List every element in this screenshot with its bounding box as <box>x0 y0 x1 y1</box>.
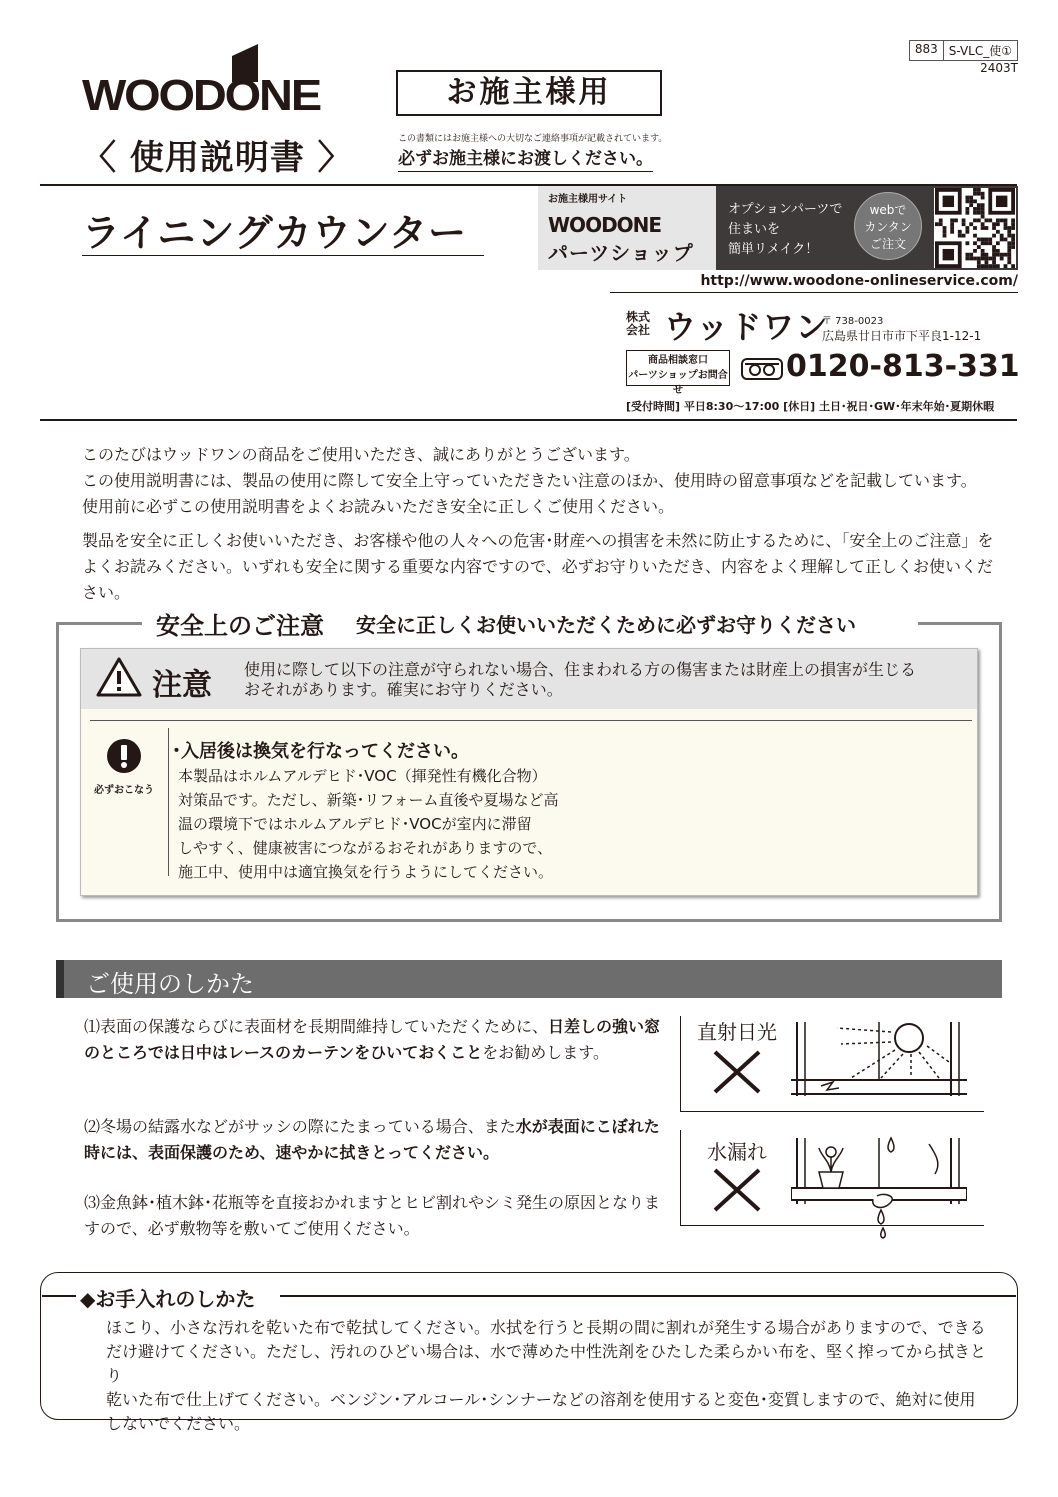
qr-module <box>996 222 1000 226</box>
qr-module <box>943 234 947 238</box>
warning-triangle-icon <box>96 656 142 698</box>
qr-module <box>977 264 981 268</box>
qr-module <box>977 238 981 242</box>
qr-module <box>992 264 996 268</box>
qr-module <box>965 199 969 203</box>
qr-module <box>969 196 973 200</box>
qr-module <box>973 192 977 196</box>
qr-module <box>981 257 985 261</box>
sunlight-illustration <box>680 1016 984 1112</box>
banner-site-label: お施主様用サイト <box>548 194 628 205</box>
qr-module <box>962 222 966 226</box>
qr-module <box>965 253 969 257</box>
product-title: ライニングカウンター <box>82 211 468 255</box>
qr-module <box>973 188 977 192</box>
product-title-underline <box>82 255 484 256</box>
logo-wordmark: WOODONE <box>82 71 321 116</box>
qr-module <box>1004 222 1008 226</box>
qr-module <box>1007 241 1011 245</box>
qr-module <box>988 264 992 268</box>
qr-module <box>1000 257 1004 261</box>
order-web-badge: webで カンタン ご注文 <box>854 192 922 260</box>
qr-module <box>954 218 958 222</box>
qr-module <box>973 249 977 253</box>
qr-module <box>981 241 985 245</box>
qr-module <box>985 218 989 222</box>
qr-module <box>1011 222 1015 226</box>
qr-module <box>1007 226 1011 230</box>
qr-module <box>988 238 992 242</box>
qr-module <box>977 257 981 261</box>
intro-text <box>82 442 1002 606</box>
phone-number[interactable]: 0120-813-331 <box>786 349 1020 384</box>
prohibited-x-icon <box>707 1164 767 1216</box>
qr-module <box>977 192 981 196</box>
intro-line: よくお読みください。いずれも安全に関する重要な内容ですので、必ずお守りいただき、内容をよく理解して正しくお使いください。 <box>82 557 994 602</box>
qr-module <box>943 226 947 230</box>
qr-module <box>981 192 985 196</box>
safety-subtitle: 安全に正しくお使いいただくために必ずお守りください <box>356 613 856 637</box>
company-rule <box>40 419 1017 421</box>
handover-note-small: この書類にはお施主様への大切なご連絡事項が記載されています。 <box>398 134 668 144</box>
qr-module <box>1007 234 1011 238</box>
company-name: ウッドワン <box>664 308 829 346</box>
doc-version: 2403T <box>980 61 1018 75</box>
qr-module <box>965 211 969 215</box>
qr-module <box>973 211 977 215</box>
qr-module <box>939 222 943 226</box>
qr-module <box>1011 264 1015 268</box>
water-leak-label: 水漏れ <box>707 1140 767 1164</box>
doc-code: 883 <box>914 42 938 56</box>
qr-module <box>935 222 939 226</box>
usage-item-2: ⑵冬場の結露水などがサッシの際にたまっている場合、また水が表面にこぼれた時には、表面保護のため、速やかに拭きとってください。 <box>84 1117 660 1162</box>
qr-module <box>939 218 943 222</box>
sunlit-window-icon <box>791 1018 967 1100</box>
qr-module <box>1011 241 1015 245</box>
qr-module <box>977 207 981 211</box>
qr-module <box>985 241 989 245</box>
qr-module <box>996 218 1000 222</box>
qr-module <box>1000 234 1004 238</box>
intro-line: 使用前に必ずこの使用説明書をよくお読みいただき安全に正しくご使用ください。 <box>82 497 675 516</box>
woodone-logo <box>82 42 322 116</box>
qr-module <box>992 222 996 226</box>
qr-module <box>973 241 977 245</box>
mandatory-label: 必ずおこなう <box>94 785 154 796</box>
handover-note: 必ずお施主様にお渡しください。 <box>398 144 653 172</box>
qr-module <box>1011 226 1015 230</box>
care-title: ◆お手入れのしかた <box>80 1287 256 1311</box>
document-type: 〈 使用説明書 〉 <box>82 138 353 178</box>
qr-module <box>1004 226 1008 230</box>
qr-module <box>1011 218 1015 222</box>
qr-module <box>973 207 977 211</box>
caution-divider <box>90 720 972 721</box>
company-zip: 〒 738-0023 <box>822 316 884 327</box>
qr-module <box>969 253 973 257</box>
banner-logo: WOODONE <box>548 213 662 237</box>
qr-module <box>969 222 973 226</box>
ventilation-body: 本製品はホルムアルデヒド･VOC（揮発性有機化合物） 対策品です。ただし、新築･リフォーム直後や夏場など高 温の環境下ではホルムアルデヒド･VOCが室内に滞留 しやすく、健康被害につながるおそれがありますので、 施工中、使用中は適宜換気を行うようにしてください。 <box>178 767 559 881</box>
qr-module <box>1004 264 1008 268</box>
intro-line: このたびはウッドワンの商品をご使用いただき、誠にありがとうございます。 <box>82 445 640 464</box>
qr-module <box>958 234 962 238</box>
caution-label: 注意 <box>152 668 212 703</box>
qr-module <box>1007 245 1011 249</box>
qr-module <box>985 257 989 261</box>
qr-module <box>981 203 985 207</box>
qr-module <box>985 253 989 257</box>
business-hours: [受付時間] 平日8:30～17:00 [休日] 土日･祝日･GW･年末年始･夏期休暇 <box>626 400 995 413</box>
qr-module <box>977 218 981 222</box>
qr-module <box>969 199 973 203</box>
qr-module <box>996 249 1000 253</box>
care-body: ほこり、小さな汚れを乾いた布で乾拭してください。水拭を行うと長期の間に割れが発生する場合がありますので、できる だけ避けてください。ただし、汚れのひどい場合は、水で薄めた中性洗剤をひたした柔らかい布を、堅く搾ってから拭きとり 乾いた布で仕上げてください。ベンジン･アルコール･シンナーなどの溶剤を使用すると変色･変質しますので、絶対に使用 しないでください。 <box>106 1318 987 1433</box>
qr-module <box>988 218 992 222</box>
for-owner-box: お施主様用 <box>396 70 662 116</box>
qr-module <box>965 226 969 230</box>
company-type: 株式 会社 <box>626 310 651 337</box>
qr-module <box>977 203 981 207</box>
qr-module <box>950 218 954 222</box>
qr-module <box>973 199 977 203</box>
qr-module <box>950 230 954 234</box>
caution-text: 使用に際して以下の注意が守られない場合、住まわれる方の傷害または財産上の損害が生じる おそれがあります。確実にお守りください。 <box>244 660 917 699</box>
qr-module <box>1000 218 1004 222</box>
qr-module <box>973 226 977 230</box>
prohibited-x-icon <box>707 1046 767 1098</box>
qr-module <box>977 211 981 215</box>
safety-title: 安全上のご注意 <box>156 612 324 640</box>
qr-module <box>985 260 989 264</box>
inquiry-desk-label: 商品相談窓口 パーツショップお問合せ <box>626 350 730 386</box>
intro-line: この使用説明書には、製品の使用に際して安全上守っていただきたい注意のほか、使用時の留意事項などを記載しています。 <box>82 471 977 490</box>
qr-module <box>1007 230 1011 234</box>
qr-module <box>965 207 969 211</box>
qr-module <box>992 253 996 257</box>
sunlight-label: 直射日光 <box>697 1020 777 1044</box>
qr-module <box>965 196 969 200</box>
qr-module <box>973 218 977 222</box>
usage-item-3: ⑶金魚鉢･植木鉢･花瓶等を直接おかれますとヒビ割れやシミ発生の原因となりますので、必ず敷物等を敷いてご使用ください。 <box>84 1193 661 1238</box>
url-rule <box>610 292 1018 293</box>
qr-module <box>977 188 981 192</box>
water-spill-icon <box>791 1134 967 1244</box>
qr-module <box>981 226 985 230</box>
qr-module <box>1011 245 1015 249</box>
qr-module <box>981 238 985 242</box>
company-address: 広島県廿日市市下平良1-12-1 <box>822 329 982 343</box>
qr-module <box>962 234 966 238</box>
qr-module <box>1004 238 1008 242</box>
mandatory-action-icon <box>106 738 142 774</box>
qr-module <box>1011 234 1015 238</box>
qr-module <box>996 230 1000 234</box>
qr-module <box>981 264 985 268</box>
qr-module <box>1004 218 1008 222</box>
usage-title: ご使用のしかた <box>86 970 254 998</box>
qr-module <box>981 211 985 215</box>
banner-shop-name: パーツショップ <box>548 241 694 265</box>
qr-module <box>958 230 962 234</box>
qr-module <box>985 264 989 268</box>
qr-module <box>943 230 947 234</box>
qr-module <box>992 234 996 238</box>
qr-module <box>981 222 985 226</box>
ventilation-title: ･入居後は換気を行なってください。 <box>172 741 469 762</box>
parts-shop-banner[interactable] <box>538 186 1018 270</box>
qr-module <box>1007 253 1011 257</box>
caution-vline <box>168 728 169 876</box>
qr-module <box>988 257 992 261</box>
qr-module <box>1000 238 1004 242</box>
qr-module <box>996 264 1000 268</box>
document-id <box>909 40 1018 75</box>
qr-module <box>977 260 981 264</box>
qr-module <box>962 218 966 222</box>
qr-module <box>1000 253 1004 257</box>
qr-module <box>1004 253 1008 257</box>
freedial-icon <box>741 357 783 381</box>
qr-module <box>992 249 996 253</box>
qr-module <box>985 238 989 242</box>
qr-module <box>965 230 969 234</box>
qr-module <box>1007 249 1011 253</box>
qr-module <box>981 249 985 253</box>
qr-module <box>965 241 969 245</box>
qr-module <box>977 245 981 249</box>
banner-catchcopy: オプションパーツで 住まいを 簡単リメイク！ <box>728 202 843 257</box>
qr-module <box>996 253 1000 257</box>
qr-module <box>973 257 977 261</box>
intro-line: 製品を安全に正しくお使いいただき、お客様や他の人々への危害･財産への損害を未然に防止するために、「安全上のご注意」を <box>82 531 994 550</box>
qr-module <box>969 257 973 261</box>
qr-module <box>965 257 969 261</box>
qr-module <box>969 203 973 207</box>
qr-module <box>981 207 985 211</box>
qr-module <box>1007 260 1011 264</box>
qr-module <box>996 241 1000 245</box>
qr-module <box>981 253 985 257</box>
qr-code[interactable] <box>932 186 1018 270</box>
qr-module <box>1007 257 1011 261</box>
qr-module <box>950 222 954 226</box>
qr-module <box>981 215 985 219</box>
qr-module <box>950 226 954 230</box>
usage-header-accent <box>56 960 64 998</box>
online-shop-url[interactable]: http://www.woodone-onlineservice.com/ <box>700 273 1018 289</box>
qr-module <box>1011 238 1015 242</box>
qr-module <box>992 226 996 230</box>
water-leak-illustration <box>680 1130 984 1226</box>
qr-module <box>985 226 989 230</box>
doc-model: S-VLC_使① <box>943 41 1017 60</box>
qr-module <box>973 234 977 238</box>
qr-module <box>992 260 996 264</box>
usage-item-1: ⑴表面の保護ならびに表面材を長期間維持していただくために、日差しの強い窓のところでは日中はレースのカーテンをひいておくことをお勧めします。 <box>84 1017 661 1062</box>
qr-module <box>992 245 996 249</box>
qr-module <box>992 257 996 261</box>
qr-module <box>981 196 985 200</box>
qr-module <box>988 241 992 245</box>
